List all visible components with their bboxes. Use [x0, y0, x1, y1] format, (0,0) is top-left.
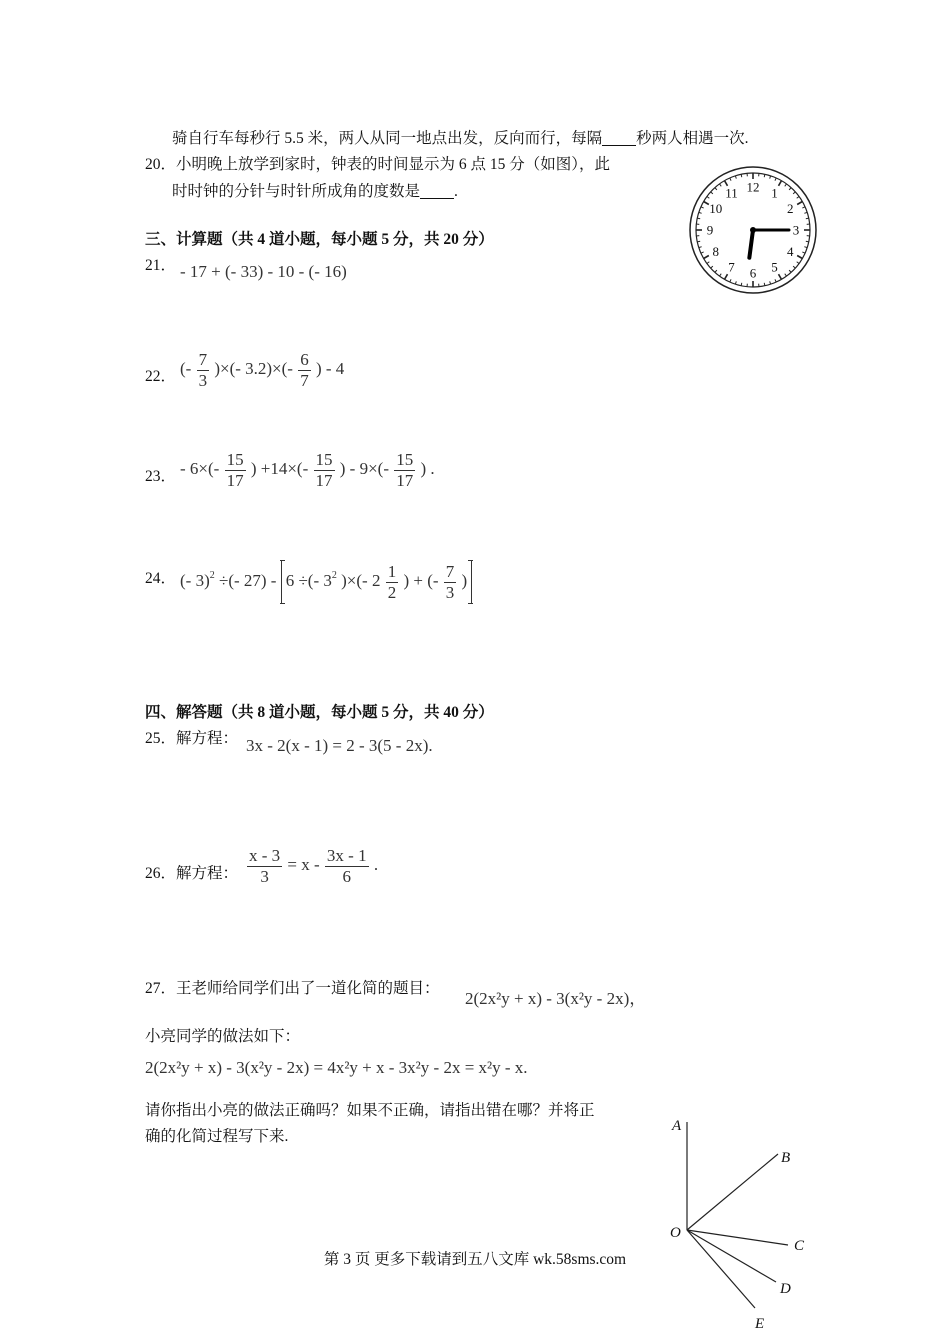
clock-tick	[806, 241, 809, 242]
q23-frac1-num: 15	[226, 450, 244, 469]
ray-OC	[687, 1230, 788, 1245]
clock-center-pin	[750, 227, 756, 233]
clock-tick	[715, 270, 717, 272]
q22-number: 22．	[145, 368, 177, 385]
q24-bracket-part3: ) + (-	[403, 570, 439, 590]
q23-part2: ) +14×(-	[250, 458, 309, 478]
q26-frac2-num: 3x - 1	[326, 846, 367, 865]
q22-frac1-den: 3	[198, 370, 208, 390]
clock-tick	[797, 196, 799, 198]
clock-tick	[719, 274, 721, 276]
q27-student-work	[145, 1058, 528, 1078]
q19-continuation	[172, 126, 749, 148]
q23-part4: ) .	[420, 458, 435, 478]
q26-number: 26．	[145, 865, 177, 882]
q22-part2: )×(- 3.2)×(-	[214, 358, 293, 378]
clock-tick	[806, 218, 809, 219]
q25-equation	[246, 736, 433, 756]
clock-tick	[701, 252, 704, 253]
q25-expression: 3x - 2(x - 1) = 2 - 3(5 - 2x)	[246, 736, 429, 755]
q20-answer-blank[interactable]	[420, 183, 454, 200]
q26-period: .	[373, 854, 379, 874]
q24-expression	[180, 560, 472, 604]
q26-frac1-den: 3	[260, 866, 269, 886]
q26-instruction: 解方程：	[176, 865, 239, 882]
q20-text-line2-end: .	[454, 183, 458, 200]
q20-line2	[172, 179, 458, 201]
q26-middle: = x -	[287, 854, 320, 874]
q23-frac2-num: 15	[315, 450, 333, 469]
q23-frac1-den: 17	[226, 470, 244, 490]
clock-number: 5	[771, 259, 778, 275]
q27-line2: 小亮同学的做法如下：	[145, 1028, 301, 1045]
clock-tick	[779, 181, 782, 186]
q21-number: 21．	[145, 257, 177, 274]
q27-intro: 王老师给同学们出了一道化简的题目：	[176, 980, 440, 997]
q24-part1: (- 3)	[180, 570, 210, 590]
q23-part1: - 6×(-	[180, 458, 220, 478]
clock-tick	[764, 283, 765, 286]
clock-number: 9	[706, 222, 714, 238]
q26-fraction2	[325, 846, 369, 886]
clock-tick	[707, 262, 709, 264]
q27-expression: 2(2x²y + x) - 3(x²y - 2x)	[465, 989, 630, 1008]
q27-line4: 请你指出小亮的做法正确吗？如果不正确，请指出错在哪？并将正	[145, 1102, 595, 1119]
ray-label-B: B	[781, 1150, 791, 1166]
ray-OE	[687, 1230, 755, 1308]
clock-tick	[701, 207, 704, 208]
clock-tick	[699, 247, 702, 248]
q23-fraction3	[394, 450, 415, 490]
ray-label-D: D	[780, 1281, 791, 1297]
ray-label-A: A	[672, 1118, 682, 1134]
q27-work-period: .	[523, 1058, 528, 1077]
q20-number: 20．	[145, 156, 177, 173]
q24-fraction1	[386, 562, 399, 602]
q25-number: 25．	[145, 730, 177, 747]
clock-tick	[715, 188, 717, 190]
q19-text-pre: 骑自行车每秒行 5.5 米，两人从同一地点出发，反向而行，每隔	[172, 130, 603, 147]
clock-tick	[699, 212, 702, 213]
clock-tick	[770, 176, 771, 179]
q23-fraction1	[225, 450, 246, 490]
rays-figure	[660, 1112, 820, 1337]
ray-label-C: C	[794, 1238, 805, 1254]
clock-tick	[797, 262, 799, 264]
q22-frac1-num: 7	[198, 350, 208, 369]
clock-tick	[704, 202, 709, 205]
q22-part3: ) - 4	[315, 358, 345, 378]
clock-figure	[688, 165, 818, 295]
q24-bracket-part4: )	[461, 570, 468, 590]
clock-tick	[775, 178, 776, 181]
page-footer: 第 3 页 更多下载请到五八文库 wk.58sms.com	[323, 1251, 627, 1268]
q24-frac2-num: 7	[445, 562, 455, 581]
q24-frac1-den: 2	[387, 582, 397, 602]
clock-tick	[802, 252, 805, 253]
q22-frac2-den: 7	[300, 370, 309, 390]
clock-tick	[793, 266, 795, 268]
clock-tick	[797, 256, 802, 259]
clock-number: 4	[786, 244, 794, 259]
clock-tick	[770, 281, 771, 284]
q24-bracket-part1: 6 ÷(- 3	[285, 570, 332, 590]
clock-number: 11	[725, 185, 738, 201]
q22-fraction2	[298, 350, 311, 390]
q23-frac3-den: 17	[396, 470, 414, 490]
q24-fraction2	[444, 562, 457, 602]
clock-tick	[730, 279, 731, 282]
clock-tick	[741, 174, 742, 177]
clock-tick	[711, 266, 713, 268]
clock-number: 1	[771, 185, 778, 201]
q23-frac2-den: 17	[315, 470, 333, 490]
clock-tick	[785, 184, 787, 186]
q23-fraction2	[314, 450, 335, 490]
clock-tick	[735, 281, 736, 284]
q26-frac1-num: x - 3	[249, 846, 281, 865]
clock-number: 8	[712, 244, 720, 259]
q19-answer-blank[interactable]	[602, 130, 636, 147]
q24-number: 24．	[145, 570, 177, 587]
q24-frac2-den: 3	[445, 582, 455, 602]
q21-expression: - 17 + (- 33) - 10 - (- 16)	[180, 262, 347, 281]
q22-fraction1	[197, 350, 210, 390]
section4-heading: 四、解答题（共 8 道小题，每小题 5 分，共 40 分）	[145, 704, 494, 721]
clock-tick	[804, 212, 807, 213]
ray-label-E: E	[755, 1316, 765, 1332]
clock-tick	[711, 192, 713, 194]
clock-tick	[764, 174, 765, 177]
clock-number: 3	[792, 222, 800, 238]
q23-part3: ) - 9×(-	[339, 458, 389, 478]
q20-text-line2: 时时钟的分针与时针所成角的度数是	[172, 183, 421, 200]
clock-number: 6	[749, 265, 757, 281]
q26-equation	[246, 846, 378, 886]
q24-bracket-group	[281, 560, 472, 604]
ray-OB	[687, 1154, 778, 1230]
clock-tick	[697, 241, 700, 242]
clock-tick	[775, 279, 776, 282]
clock-tick	[719, 184, 721, 186]
q24-exponent1: 2	[209, 569, 215, 581]
clock-tick	[785, 274, 787, 276]
clock-tick	[704, 256, 709, 259]
q22-frac2-num: 6	[300, 350, 309, 369]
clock-tick	[789, 188, 791, 190]
clock-tick	[779, 274, 782, 279]
clock-tick	[730, 178, 731, 181]
clock-tick	[707, 196, 709, 198]
q27-line1	[145, 976, 440, 998]
q24-part2: ÷(- 27) -	[218, 570, 277, 590]
q24-frac1-num: 1	[387, 562, 397, 581]
clock-number: 2	[786, 201, 794, 216]
q20-text-line1: 小明晚上放学到家时，钟表的时间显示为 6 点 15 分（如图），此	[176, 156, 611, 173]
q22-part1: (-	[180, 358, 192, 378]
q27-number: 27．	[145, 980, 177, 997]
clock-tick	[735, 176, 736, 179]
clock-number: 10	[709, 201, 723, 216]
q27-comma: ，	[629, 989, 647, 1008]
clock-tick	[741, 283, 742, 286]
q24-exponent2: 2	[331, 569, 337, 581]
q27-line5: 确的化简过程写下来.	[145, 1128, 289, 1145]
section3-heading: 三、计算题（共 4 道小题，每小题 5 分，共 20 分）	[145, 231, 494, 248]
clock-tick	[793, 192, 795, 194]
q27-problem-expression	[465, 984, 646, 1009]
q20-line1	[145, 152, 610, 174]
q25-period: .	[428, 736, 433, 755]
q23-number: 23．	[145, 468, 177, 485]
ray-label-O: O	[670, 1225, 681, 1241]
q24-bracket-part2: )×(- 2	[341, 570, 381, 590]
clock-number: 7	[728, 259, 735, 275]
q26-label	[145, 861, 238, 883]
clock-tick	[725, 274, 728, 279]
q26-frac2-den: 6	[342, 866, 351, 886]
clock-number: 12	[746, 179, 760, 195]
q22-expression	[180, 350, 344, 390]
q19-text-post: 秒两人相遇一次.	[636, 130, 749, 147]
clock-tick	[789, 270, 791, 272]
q23-frac3-num: 15	[396, 450, 414, 469]
q25-instruction: 解方程：	[176, 730, 239, 747]
q26-fraction1	[247, 846, 282, 886]
clock-tick	[804, 247, 807, 248]
clock-tick	[802, 207, 805, 208]
q23-expression	[180, 450, 435, 490]
q25-label	[145, 726, 238, 748]
q27-work-expression: 2(2x²y + x) - 3(x²y - 2x) = 4x²y + x - 3x²y - 2x = x²y - x	[145, 1058, 524, 1077]
clock-tick	[797, 202, 802, 205]
clock-hour-hand	[749, 230, 753, 258]
clock-tick	[697, 218, 700, 219]
